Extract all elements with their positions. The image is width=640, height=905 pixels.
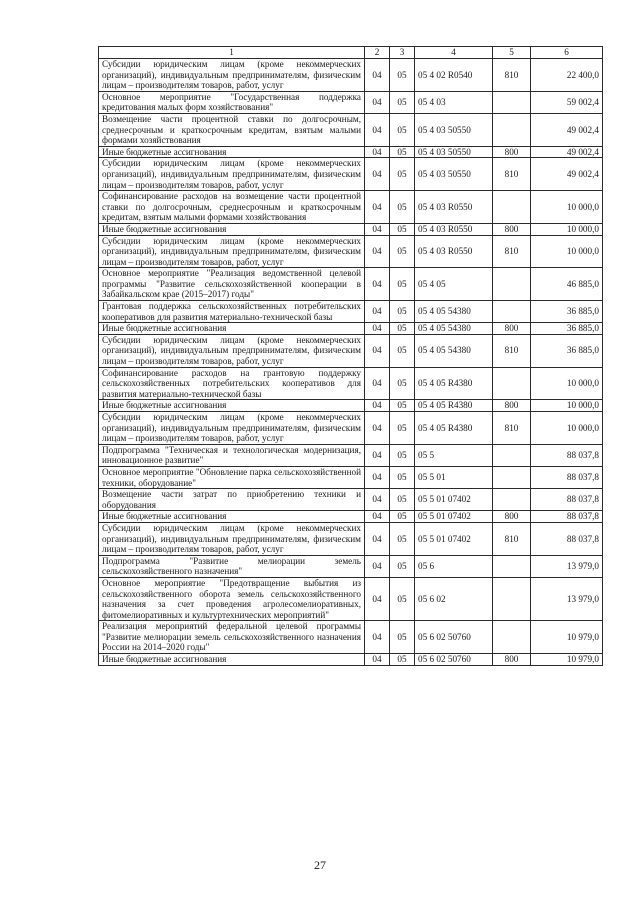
row-section: 04 xyxy=(365,621,390,654)
row-target-code: 05 4 05 xyxy=(415,268,493,301)
row-target-code: 05 4 05 R4380 xyxy=(415,412,493,445)
row-expense-type: 800 xyxy=(493,511,531,523)
row-target-code: 05 6 xyxy=(415,555,493,577)
row-section: 04 xyxy=(365,367,390,400)
row-expense-type xyxy=(493,268,531,301)
budget-table xyxy=(98,46,603,666)
row-target-code: 05 4 03 50550 xyxy=(415,158,493,191)
row-amount: 88 037,8 xyxy=(531,444,603,466)
row-subsection: 05 xyxy=(390,268,415,301)
row-section: 04 xyxy=(365,654,390,666)
row-amount: 10 000,0 xyxy=(531,400,603,412)
row-expense-type xyxy=(493,621,531,654)
table-row xyxy=(99,59,603,92)
table-row xyxy=(99,400,603,412)
table-row xyxy=(99,323,603,335)
row-name: Возмещение части затрат по приобретению техники и оборудования xyxy=(99,489,365,511)
row-amount: 88 037,8 xyxy=(531,466,603,488)
header-col-2: 2 xyxy=(365,47,390,59)
row-target-code: 05 5 01 xyxy=(415,466,493,488)
row-name: Субсидии юридическим лицам (кроме некоммерческих организаций), индивидуальным предпринимателям, физическим лицам – производителям товаров, работ, услуг xyxy=(99,158,365,191)
row-subsection: 05 xyxy=(390,555,415,577)
row-amount: 59 002,4 xyxy=(531,91,603,113)
row-section: 04 xyxy=(365,522,390,555)
row-section: 04 xyxy=(365,400,390,412)
row-target-code: 05 4 05 R4380 xyxy=(415,367,493,400)
row-target-code: 05 5 01 07402 xyxy=(415,511,493,523)
row-name: Иные бюджетные ассигнования xyxy=(99,654,365,666)
row-target-code: 05 6 02 50760 xyxy=(415,654,493,666)
row-section: 04 xyxy=(365,146,390,158)
row-target-code: 05 6 02 50760 xyxy=(415,621,493,654)
row-expense-type xyxy=(493,577,531,620)
row-section: 04 xyxy=(365,235,390,268)
row-subsection: 05 xyxy=(390,91,415,113)
row-name: Основное мероприятие "Предотвращение выбытия из сельскохозяйственного оборота земель сельскохозяйственного назначения за счет проведения агролесомелиоративных, фитомелиоративных и культуртехнических мероприятий" xyxy=(99,577,365,620)
header-col-5: 5 xyxy=(493,47,531,59)
table-body xyxy=(99,59,603,666)
table-row xyxy=(99,489,603,511)
row-subsection: 05 xyxy=(390,412,415,445)
row-section: 04 xyxy=(365,113,390,146)
row-name: Софинансирование расходов на возмещение части процентной ставки по долгосрочным, среднесрочным и краткосрочным кредитам, взятым малыми формами хозяйствования xyxy=(99,191,365,224)
table-row xyxy=(99,334,603,367)
row-expense-type: 810 xyxy=(493,412,531,445)
row-amount: 36 885,0 xyxy=(531,323,603,335)
header-row xyxy=(99,47,603,59)
row-expense-type: 800 xyxy=(493,323,531,335)
table-row xyxy=(99,466,603,488)
row-section: 04 xyxy=(365,555,390,577)
row-name: Основное мероприятие "Обновление парка сельскохозяйственной техники, оборудование" xyxy=(99,466,365,488)
row-subsection: 05 xyxy=(390,621,415,654)
row-amount: 88 037,8 xyxy=(531,511,603,523)
row-subsection: 05 xyxy=(390,511,415,523)
row-amount: 36 885,0 xyxy=(531,334,603,367)
row-amount: 13 979,0 xyxy=(531,555,603,577)
row-amount: 88 037,8 xyxy=(531,522,603,555)
row-target-code: 05 5 xyxy=(415,444,493,466)
row-section: 04 xyxy=(365,323,390,335)
table-row xyxy=(99,367,603,400)
table-row xyxy=(99,522,603,555)
row-subsection: 05 xyxy=(390,489,415,511)
row-subsection: 05 xyxy=(390,113,415,146)
table-header xyxy=(99,47,603,59)
header-col-3: 3 xyxy=(390,47,415,59)
row-expense-type: 810 xyxy=(493,522,531,555)
row-subsection: 05 xyxy=(390,400,415,412)
row-expense-type xyxy=(493,555,531,577)
row-section: 04 xyxy=(365,466,390,488)
table-row xyxy=(99,268,603,301)
row-expense-type: 810 xyxy=(493,235,531,268)
row-section: 04 xyxy=(365,489,390,511)
row-target-code: 05 4 03 50550 xyxy=(415,146,493,158)
table-row xyxy=(99,621,603,654)
row-expense-type xyxy=(493,444,531,466)
row-subsection: 05 xyxy=(390,235,415,268)
row-name: Субсидии юридическим лицам (кроме некоммерческих организаций), индивидуальным предпринимателям, физическим лицам – производителям товаров, работ, услуг xyxy=(99,522,365,555)
header-col-1: 1 xyxy=(99,47,365,59)
row-name: Иные бюджетные ассигнования xyxy=(99,223,365,235)
row-name: Реализация мероприятий федеральной целевой программы "Развитие мелиорации земель сельскохозяйственного назначения России на 2014–2020 годы" xyxy=(99,621,365,654)
row-expense-type xyxy=(493,91,531,113)
row-amount: 10 000,0 xyxy=(531,191,603,224)
row-amount: 36 885,0 xyxy=(531,301,603,323)
row-subsection: 05 xyxy=(390,323,415,335)
row-name: Подпрограмма "Техническая и технологическая модернизация, инновационное развитие" xyxy=(99,444,365,466)
row-amount: 13 979,0 xyxy=(531,577,603,620)
row-subsection: 05 xyxy=(390,158,415,191)
row-target-code: 05 6 02 xyxy=(415,577,493,620)
table-row xyxy=(99,113,603,146)
row-name: Субсидии юридическим лицам (кроме некоммерческих организаций), индивидуальным предпринимателям, физическим лицам – производителям товаров, работ, услуг xyxy=(99,412,365,445)
row-subsection: 05 xyxy=(390,466,415,488)
row-target-code: 05 4 05 54380 xyxy=(415,323,493,335)
row-subsection: 05 xyxy=(390,59,415,92)
row-amount: 10 000,0 xyxy=(531,223,603,235)
row-target-code: 05 4 03 R0550 xyxy=(415,191,493,224)
row-name: Субсидии юридическим лицам (кроме некоммерческих организаций), индивидуальным предпринимателям, физическим лицам – производителям товаров, работ, услуг xyxy=(99,235,365,268)
table-row xyxy=(99,191,603,224)
row-name: Иные бюджетные ассигнования xyxy=(99,323,365,335)
table-row xyxy=(99,511,603,523)
row-name: Иные бюджетные ассигнования xyxy=(99,511,365,523)
row-subsection: 05 xyxy=(390,577,415,620)
row-expense-type: 810 xyxy=(493,59,531,92)
row-expense-type xyxy=(493,191,531,224)
row-name: Иные бюджетные ассигнования xyxy=(99,146,365,158)
row-expense-type xyxy=(493,301,531,323)
header-col-6: 6 xyxy=(531,47,603,59)
row-expense-type xyxy=(493,367,531,400)
row-section: 04 xyxy=(365,412,390,445)
row-name: Основное мероприятие "Реализация ведомственной целевой программы "Развитие сельскохозяйственной кооперации в Забайкальском крае (2015–2017) годы" xyxy=(99,268,365,301)
row-subsection: 05 xyxy=(390,367,415,400)
row-target-code: 05 4 05 R4380 xyxy=(415,400,493,412)
row-subsection: 05 xyxy=(390,522,415,555)
row-name: Подпрограмма "Развитие мелиорации земель сельскохозяйственного назначения" xyxy=(99,555,365,577)
row-target-code: 05 4 02 R0540 xyxy=(415,59,493,92)
row-amount: 46 885,0 xyxy=(531,268,603,301)
row-section: 04 xyxy=(365,334,390,367)
row-section: 04 xyxy=(365,577,390,620)
row-amount: 49 002,4 xyxy=(531,113,603,146)
table-row xyxy=(99,91,603,113)
row-name: Субсидии юридическим лицам (кроме некоммерческих организаций), индивидуальным предпринимателям, физическим лицам – производителям товаров, работ, услуг xyxy=(99,334,365,367)
row-expense-type: 800 xyxy=(493,654,531,666)
row-section: 04 xyxy=(365,59,390,92)
row-expense-type: 810 xyxy=(493,334,531,367)
row-target-code: 05 5 01 07402 xyxy=(415,489,493,511)
row-name: Субсидии юридическим лицам (кроме некоммерческих организаций), индивидуальным предпринимателям, физическим лицам – производителям товаров, работ, услуг xyxy=(99,59,365,92)
row-section: 04 xyxy=(365,191,390,224)
row-amount: 10 000,0 xyxy=(531,235,603,268)
row-target-code: 05 4 03 R0550 xyxy=(415,235,493,268)
row-amount: 49 002,4 xyxy=(531,158,603,191)
table-row xyxy=(99,301,603,323)
row-target-code: 05 4 05 54380 xyxy=(415,301,493,323)
row-expense-type: 810 xyxy=(493,158,531,191)
row-section: 04 xyxy=(365,301,390,323)
row-expense-type: 800 xyxy=(493,400,531,412)
row-target-code: 05 5 01 07402 xyxy=(415,522,493,555)
row-amount: 10 000,0 xyxy=(531,412,603,445)
row-subsection: 05 xyxy=(390,301,415,323)
table-row xyxy=(99,654,603,666)
row-target-code: 05 4 03 50550 xyxy=(415,113,493,146)
table-row xyxy=(99,412,603,445)
table-row xyxy=(99,146,603,158)
row-subsection: 05 xyxy=(390,191,415,224)
row-expense-type: 800 xyxy=(493,223,531,235)
header-col-4: 4 xyxy=(415,47,493,59)
row-subsection: 05 xyxy=(390,654,415,666)
row-name: Возмещение части процентной ставки по долгосрочным, среднесрочным и краткосрочным кредитам, взятым малыми формами хозяйствования xyxy=(99,113,365,146)
table-row xyxy=(99,223,603,235)
row-amount: 22 400,0 xyxy=(531,59,603,92)
row-target-code: 05 4 05 54380 xyxy=(415,334,493,367)
row-section: 04 xyxy=(365,223,390,235)
row-name: Софинансирование расходов на грантовую поддержку сельскохозяйственных потребительских кооперативов для развития материально-технической базы xyxy=(99,367,365,400)
row-section: 04 xyxy=(365,444,390,466)
row-name: Основное мероприятие "Государственная поддержка кредитования малых форм хозяйствования" xyxy=(99,91,365,113)
row-name: Иные бюджетные ассигнования xyxy=(99,400,365,412)
table-row xyxy=(99,444,603,466)
row-target-code: 05 4 03 xyxy=(415,91,493,113)
row-subsection: 05 xyxy=(390,444,415,466)
table-row xyxy=(99,577,603,620)
row-subsection: 05 xyxy=(390,146,415,158)
row-expense-type xyxy=(493,113,531,146)
row-amount: 88 037,8 xyxy=(531,489,603,511)
table-row xyxy=(99,555,603,577)
row-target-code: 05 4 03 R0550 xyxy=(415,223,493,235)
table-row xyxy=(99,158,603,191)
table-row xyxy=(99,235,603,268)
row-subsection: 05 xyxy=(390,223,415,235)
row-section: 04 xyxy=(365,268,390,301)
row-name: Грантовая поддержка сельскохозяйственных потребительских кооперативов для развития материально-технической базы xyxy=(99,301,365,323)
page-number: 27 xyxy=(314,858,326,872)
row-amount: 10 979,0 xyxy=(531,621,603,654)
row-subsection: 05 xyxy=(390,334,415,367)
row-expense-type xyxy=(493,489,531,511)
row-amount: 10 979,0 xyxy=(531,654,603,666)
row-section: 04 xyxy=(365,511,390,523)
row-expense-type: 800 xyxy=(493,146,531,158)
row-amount: 10 000,0 xyxy=(531,367,603,400)
row-expense-type xyxy=(493,466,531,488)
row-section: 04 xyxy=(365,91,390,113)
row-section: 04 xyxy=(365,158,390,191)
row-amount: 49 002,4 xyxy=(531,146,603,158)
